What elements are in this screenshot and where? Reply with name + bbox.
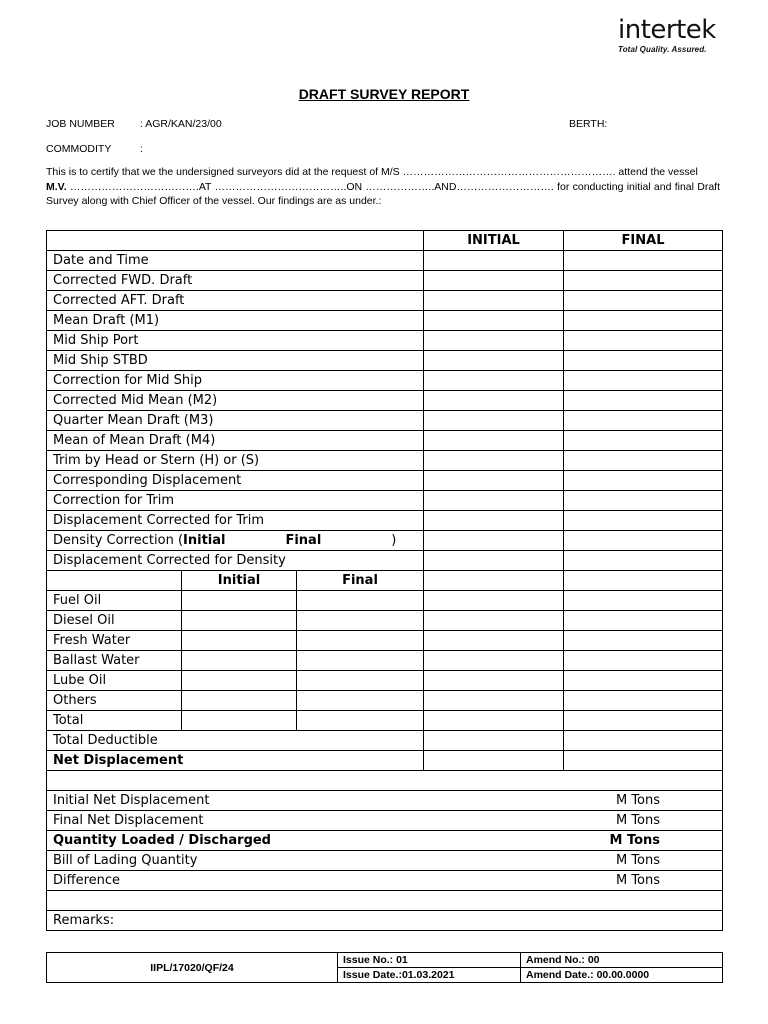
table-row bbox=[47, 551, 723, 571]
summary-row bbox=[47, 791, 723, 811]
row-label: Correction for Mid Ship bbox=[47, 371, 424, 391]
commodity-value: : bbox=[140, 143, 143, 155]
mv-label: M.V. bbox=[46, 180, 67, 193]
berth-label: BERTH: bbox=[569, 118, 608, 130]
blank-row bbox=[47, 891, 723, 911]
table-row bbox=[47, 411, 723, 431]
initial-value-cell[interactable] bbox=[424, 411, 564, 431]
table-row bbox=[47, 511, 723, 531]
job-number-label: JOB NUMBER bbox=[46, 118, 115, 130]
draft-survey-table bbox=[46, 230, 723, 931]
row-label: Displacement Corrected for Density bbox=[47, 551, 424, 571]
initial-value-cell[interactable] bbox=[424, 351, 564, 371]
blank-row bbox=[47, 771, 723, 791]
table-row bbox=[47, 651, 723, 671]
initial-value-cell[interactable] bbox=[424, 691, 564, 711]
initial-value-cell[interactable] bbox=[424, 591, 564, 611]
final-value-cell[interactable] bbox=[564, 731, 723, 751]
row-label: Mid Ship STBD bbox=[47, 351, 424, 371]
summary-unit: M Tons bbox=[424, 791, 723, 811]
row-label: Quarter Mean Draft (M3) bbox=[47, 411, 424, 431]
final-value-cell[interactable] bbox=[564, 311, 723, 331]
row-label: Corrected AFT. Draft bbox=[47, 291, 424, 311]
deductibles-header-row bbox=[47, 571, 723, 591]
summary-row bbox=[47, 811, 723, 831]
initial-value-cell[interactable] bbox=[424, 711, 564, 731]
issue-number: Issue No.: 01 bbox=[338, 953, 521, 968]
table-header-row bbox=[47, 231, 723, 251]
final-value-cell[interactable] bbox=[564, 491, 723, 511]
row-label: Correction for Trim bbox=[47, 491, 424, 511]
density-final: Final bbox=[285, 533, 322, 548]
density-prefix: Density Correction ( bbox=[53, 533, 184, 548]
initial-value-cell[interactable] bbox=[424, 331, 564, 351]
summary-row bbox=[47, 831, 723, 851]
document-control-footer bbox=[46, 952, 723, 983]
deductible-initial-cell[interactable] bbox=[182, 631, 297, 651]
row-label: Corresponding Displacement bbox=[47, 471, 424, 491]
initial-value-cell[interactable] bbox=[424, 371, 564, 391]
table-row bbox=[47, 611, 723, 631]
final-value-cell[interactable] bbox=[564, 651, 723, 671]
table-row bbox=[47, 631, 723, 651]
intro-line-1: This is to certify that we the undersigned surveyors did at the request of M/S ……………………………………………………. attend the vessel bbox=[46, 166, 698, 178]
deductible-final-cell[interactable] bbox=[297, 611, 424, 631]
initial-value-cell[interactable] bbox=[424, 511, 564, 531]
initial-value-cell[interactable] bbox=[424, 271, 564, 291]
initial-column-header: INITIAL bbox=[424, 231, 564, 251]
initial-value-cell[interactable] bbox=[424, 571, 564, 591]
intro-line-2: ……………………………….AT ………………………………..ON ………………..AND………………………. for conducting initial and final Draft Survey along with Chief Officer of the vessel. Our findings are as under.: bbox=[46, 180, 720, 207]
initial-value-cell[interactable] bbox=[424, 611, 564, 631]
deductible-final-cell[interactable] bbox=[297, 671, 424, 691]
initial-value-cell[interactable] bbox=[424, 451, 564, 471]
final-value-cell[interactable] bbox=[564, 431, 723, 451]
deductible-final-cell[interactable] bbox=[297, 691, 424, 711]
amend-number: Amend No.: 00 bbox=[521, 953, 723, 968]
density-initial: Initial bbox=[183, 533, 226, 548]
final-value-cell[interactable] bbox=[564, 611, 723, 631]
summary-label: Initial Net Displacement bbox=[47, 791, 424, 811]
remarks-row bbox=[47, 911, 723, 931]
summary-unit: M Tons bbox=[424, 811, 723, 831]
table-row bbox=[47, 591, 723, 611]
initial-value-cell[interactable] bbox=[424, 531, 564, 551]
initial-value-cell[interactable] bbox=[424, 551, 564, 571]
deductible-label: Diesel Oil bbox=[47, 611, 182, 631]
blank-cell bbox=[47, 891, 723, 911]
final-value-cell[interactable] bbox=[564, 631, 723, 651]
final-value-cell[interactable] bbox=[564, 571, 723, 591]
final-value-cell[interactable] bbox=[564, 391, 723, 411]
sub-final-header: Final bbox=[297, 571, 424, 591]
deductible-label: Lube Oil bbox=[47, 671, 182, 691]
row-label: Total Deductible bbox=[47, 731, 424, 751]
final-value-cell[interactable] bbox=[564, 351, 723, 371]
table-row bbox=[47, 471, 723, 491]
final-value-cell[interactable] bbox=[564, 471, 723, 491]
final-column-header: FINAL bbox=[564, 231, 723, 251]
row-label: Mean of Mean Draft (M4) bbox=[47, 431, 424, 451]
table-row bbox=[47, 491, 723, 511]
deductible-final-cell[interactable] bbox=[297, 651, 424, 671]
initial-value-cell[interactable] bbox=[424, 651, 564, 671]
row-label: Displacement Corrected for Trim bbox=[47, 511, 424, 531]
initial-value-cell[interactable] bbox=[424, 731, 564, 751]
summary-row bbox=[47, 851, 723, 871]
table-row bbox=[47, 751, 723, 771]
initial-value-cell[interactable] bbox=[424, 671, 564, 691]
table-row bbox=[47, 291, 723, 311]
table-row bbox=[47, 711, 723, 731]
initial-value-cell[interactable] bbox=[424, 251, 564, 271]
summary-unit: M Tons bbox=[424, 851, 723, 871]
deductibles-blank-cell bbox=[47, 571, 182, 591]
deductible-initial-cell[interactable] bbox=[182, 591, 297, 611]
deductible-final-cell[interactable] bbox=[297, 631, 424, 651]
row-label: Date and Time bbox=[47, 251, 424, 271]
row-label: Trim by Head or Stern (H) or (S) bbox=[47, 451, 424, 471]
initial-value-cell[interactable] bbox=[424, 431, 564, 451]
initial-value-cell[interactable] bbox=[424, 291, 564, 311]
final-value-cell[interactable] bbox=[564, 251, 723, 271]
summary-unit: M Tons bbox=[424, 831, 723, 851]
final-value-cell[interactable] bbox=[564, 591, 723, 611]
density-suffix: ) bbox=[391, 533, 397, 548]
table-row bbox=[47, 251, 723, 271]
final-value-cell[interactable] bbox=[564, 411, 723, 431]
summary-label: Quantity Loaded / Discharged bbox=[47, 831, 424, 851]
initial-value-cell[interactable] bbox=[424, 311, 564, 331]
blank-cell bbox=[47, 771, 723, 791]
table-row bbox=[47, 731, 723, 751]
table-row bbox=[47, 391, 723, 411]
table-row bbox=[47, 671, 723, 691]
deductible-initial-cell[interactable] bbox=[182, 691, 297, 711]
logo-wordmark: intertek bbox=[618, 15, 716, 45]
table-row bbox=[47, 351, 723, 371]
density-correction-label bbox=[47, 531, 424, 551]
summary-unit: M Tons bbox=[424, 871, 723, 891]
report-title: DRAFT SURVEY REPORT bbox=[298, 86, 470, 102]
final-value-cell[interactable] bbox=[564, 511, 723, 531]
initial-value-cell[interactable] bbox=[424, 491, 564, 511]
final-value-cell[interactable] bbox=[564, 531, 723, 551]
summary-label: Final Net Displacement bbox=[47, 811, 424, 831]
remarks-label[interactable]: Remarks: bbox=[47, 911, 723, 931]
issue-date: Issue Date.:01.03.2021 bbox=[338, 968, 521, 983]
summary-label: Difference bbox=[47, 871, 424, 891]
table-row bbox=[47, 691, 723, 711]
final-value-cell[interactable] bbox=[564, 711, 723, 731]
initial-value-cell[interactable] bbox=[424, 471, 564, 491]
summary-row bbox=[47, 871, 723, 891]
summary-label: Bill of Lading Quantity bbox=[47, 851, 424, 871]
certification-paragraph bbox=[46, 165, 720, 209]
final-value-cell[interactable] bbox=[564, 751, 723, 771]
deductible-initial-cell[interactable] bbox=[182, 611, 297, 631]
deductible-label: Total bbox=[47, 711, 182, 731]
initial-value-cell[interactable] bbox=[424, 631, 564, 651]
final-value-cell[interactable] bbox=[564, 671, 723, 691]
document-code: IIPL/17020/QF/24 bbox=[47, 953, 338, 983]
deductible-label: Others bbox=[47, 691, 182, 711]
deductible-label: Ballast Water bbox=[47, 651, 182, 671]
final-value-cell[interactable] bbox=[564, 691, 723, 711]
final-value-cell[interactable] bbox=[564, 551, 723, 571]
final-value-cell[interactable] bbox=[564, 331, 723, 351]
deductible-initial-cell[interactable] bbox=[182, 671, 297, 691]
table-row bbox=[47, 531, 723, 551]
logo-tagline: Total Quality. Assured. bbox=[618, 45, 707, 54]
table-row bbox=[47, 271, 723, 291]
header-blank-cell[interactable] bbox=[47, 231, 424, 251]
table-row bbox=[47, 431, 723, 451]
table-row bbox=[47, 451, 723, 471]
final-value-cell[interactable] bbox=[564, 371, 723, 391]
net-displacement-label: Net Displacement bbox=[47, 751, 424, 771]
deductible-initial-cell[interactable] bbox=[182, 711, 297, 731]
final-value-cell[interactable] bbox=[564, 271, 723, 291]
final-value-cell[interactable] bbox=[564, 291, 723, 311]
deductible-label: Fuel Oil bbox=[47, 591, 182, 611]
table-row bbox=[47, 331, 723, 351]
initial-value-cell[interactable] bbox=[424, 751, 564, 771]
table-row bbox=[47, 371, 723, 391]
row-label: Mid Ship Port bbox=[47, 331, 424, 351]
final-value-cell[interactable] bbox=[564, 451, 723, 471]
row-label: Corrected Mid Mean (M2) bbox=[47, 391, 424, 411]
deductible-final-cell[interactable] bbox=[297, 711, 424, 731]
row-label: Corrected FWD. Draft bbox=[47, 271, 424, 291]
job-number-value: : AGR/KAN/23/00 bbox=[140, 118, 222, 130]
row-label: Mean Draft (M1) bbox=[47, 311, 424, 331]
deductible-initial-cell[interactable] bbox=[182, 651, 297, 671]
commodity-label: COMMODITY bbox=[46, 143, 112, 155]
deductible-final-cell[interactable] bbox=[297, 591, 424, 611]
amend-date: Amend Date.: 00.00.0000 bbox=[521, 968, 723, 983]
deductible-label: Fresh Water bbox=[47, 631, 182, 651]
intertek-logo bbox=[618, 16, 733, 54]
initial-value-cell[interactable] bbox=[424, 391, 564, 411]
table-row bbox=[47, 311, 723, 331]
sub-initial-header: Initial bbox=[182, 571, 297, 591]
